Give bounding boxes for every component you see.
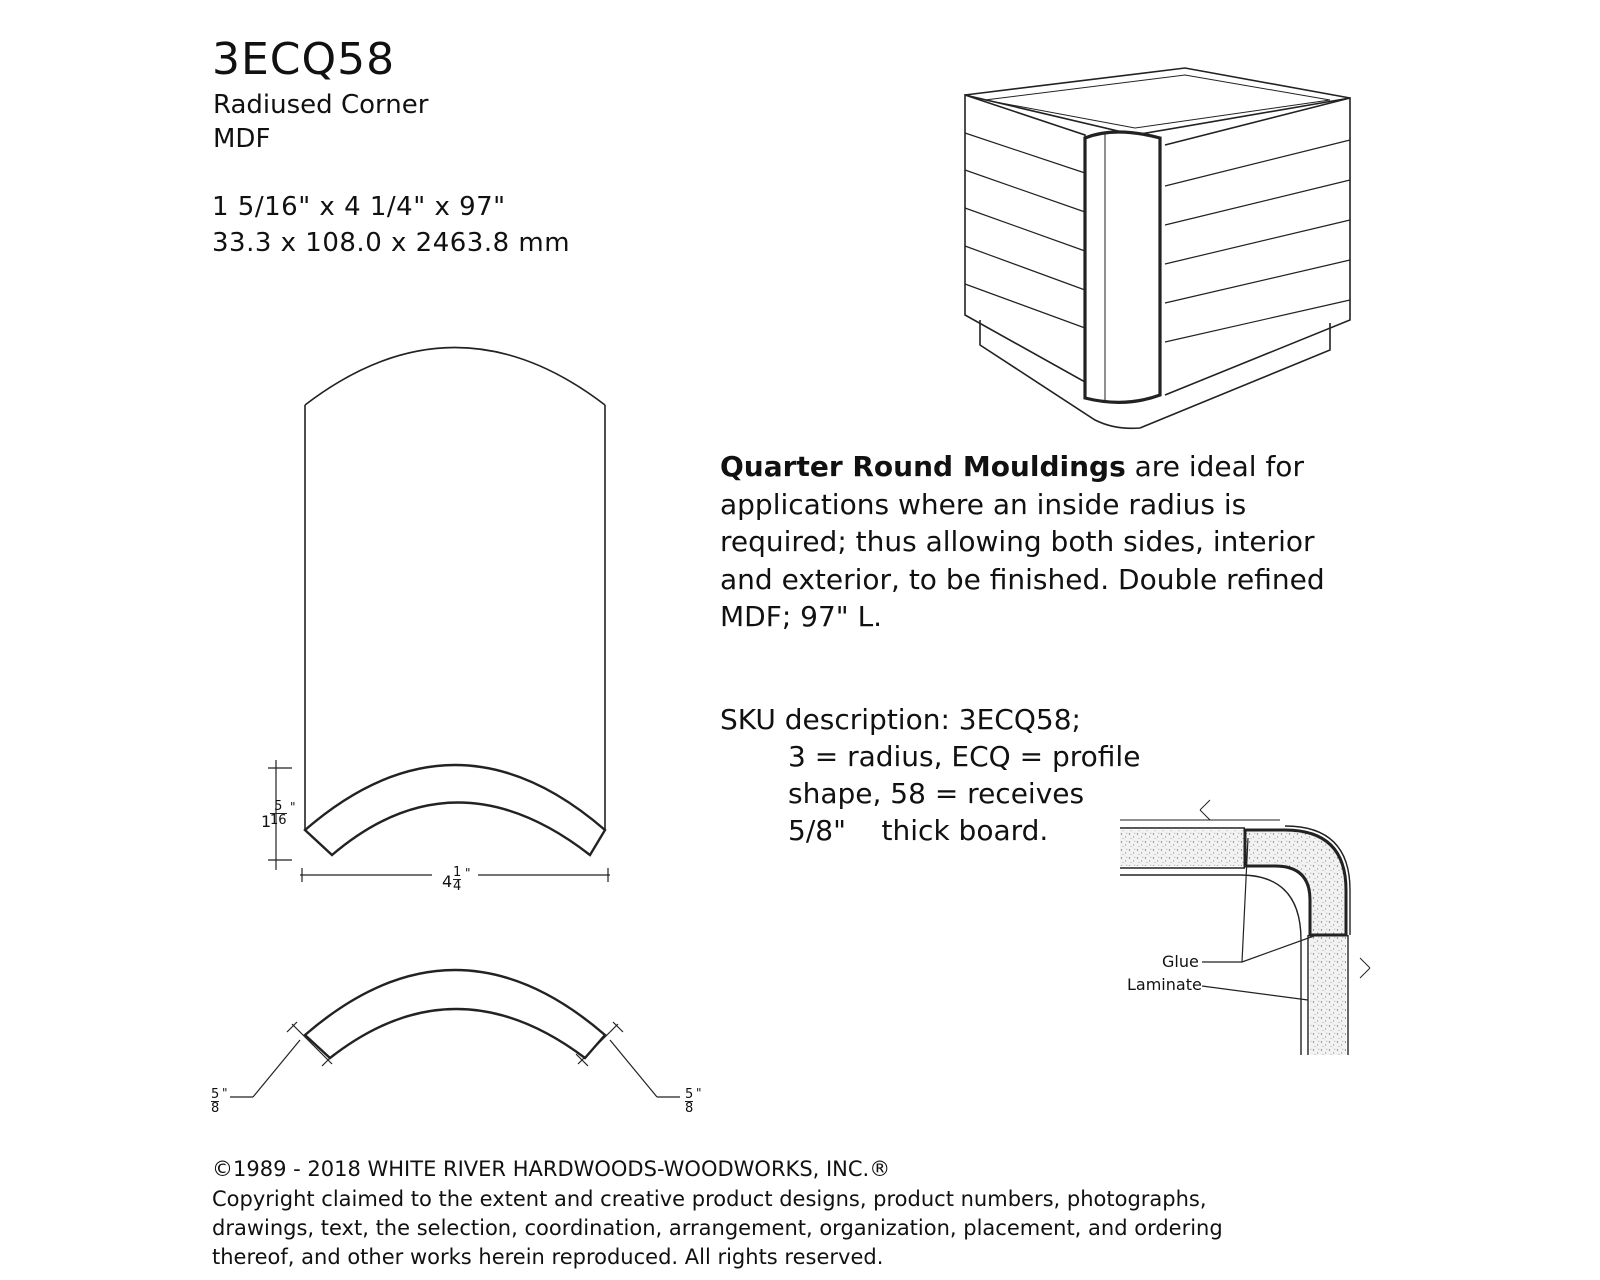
description-lead: Quarter Round Mouldings xyxy=(720,450,1126,483)
planter-box-illustration xyxy=(965,68,1350,428)
left-thickness-fraction xyxy=(211,1088,219,1115)
product-sku-title: 3ECQ58 xyxy=(212,34,396,85)
height-inch-mark: " xyxy=(290,800,296,814)
right-inch-mark: " xyxy=(696,1086,702,1100)
width-dimension-whole: 4 xyxy=(442,872,453,891)
sku-description-line-4: 5/8" thick board. xyxy=(788,814,1049,847)
width-inch-mark: " xyxy=(465,866,471,880)
copyright-text-line-3: thereof, and other works herein reproduced. All rights reserved. xyxy=(212,1245,884,1269)
description-body: are ideal for applications where an inside radius is required; thus allowing both sides, interior and exterior, to be finished. Double refined MDF; 97" L. xyxy=(720,450,1325,633)
width-fraction-numerator: 1 xyxy=(453,865,462,880)
right-thickness-numerator: 5 xyxy=(685,1087,694,1102)
height-dimension-whole: 1 xyxy=(261,812,272,831)
width-fraction-denominator: 4 xyxy=(453,879,462,894)
left-thickness-numerator: 5 xyxy=(211,1087,220,1102)
glue-callout: Glue xyxy=(1162,952,1199,971)
product-description xyxy=(720,448,1360,636)
corner-detail-drawing xyxy=(1120,800,1370,1055)
profile-section-drawing xyxy=(230,970,680,1097)
sku-description-line-2: 3 = radius, ECQ = profile xyxy=(788,740,1141,773)
product-material: MDF xyxy=(213,124,271,154)
height-fraction-numerator: 5 xyxy=(270,800,287,814)
dimensions-metric: 33.3 x 108.0 x 2463.8 mm xyxy=(212,228,571,258)
copyright-text-line-2: drawings, text, the selection, coordination, arrangement, organization, placement, and ordering xyxy=(212,1216,1223,1240)
left-inch-mark: " xyxy=(222,1086,228,1100)
copyright-notice: ©1989 - 2018 WHITE RIVER HARDWOODS-WOODWORKS, INC.® xyxy=(212,1157,891,1181)
height-fraction-denominator: 16 xyxy=(270,813,287,828)
dimensions-imperial: 1 5/16" x 4 1/4" x 97" xyxy=(212,192,506,222)
left-thickness-denominator: 8 xyxy=(211,1101,220,1116)
sku-description-line-3: shape, 58 = receives xyxy=(788,777,1085,810)
right-thickness-denominator: 8 xyxy=(685,1101,694,1116)
profile-elevation-drawing xyxy=(268,348,610,883)
product-name: Radiused Corner xyxy=(213,90,429,120)
width-dimension-fraction xyxy=(453,866,461,893)
copyright-text-line-1: Copyright claimed to the extent and creative product designs, product numbers, photographs, xyxy=(212,1187,1207,1211)
laminate-callout: Laminate xyxy=(1127,975,1202,994)
height-dimension-fraction xyxy=(270,800,287,827)
sku-description-line-1: SKU description: 3ECQ58; xyxy=(720,703,1081,736)
right-thickness-fraction xyxy=(685,1088,693,1115)
